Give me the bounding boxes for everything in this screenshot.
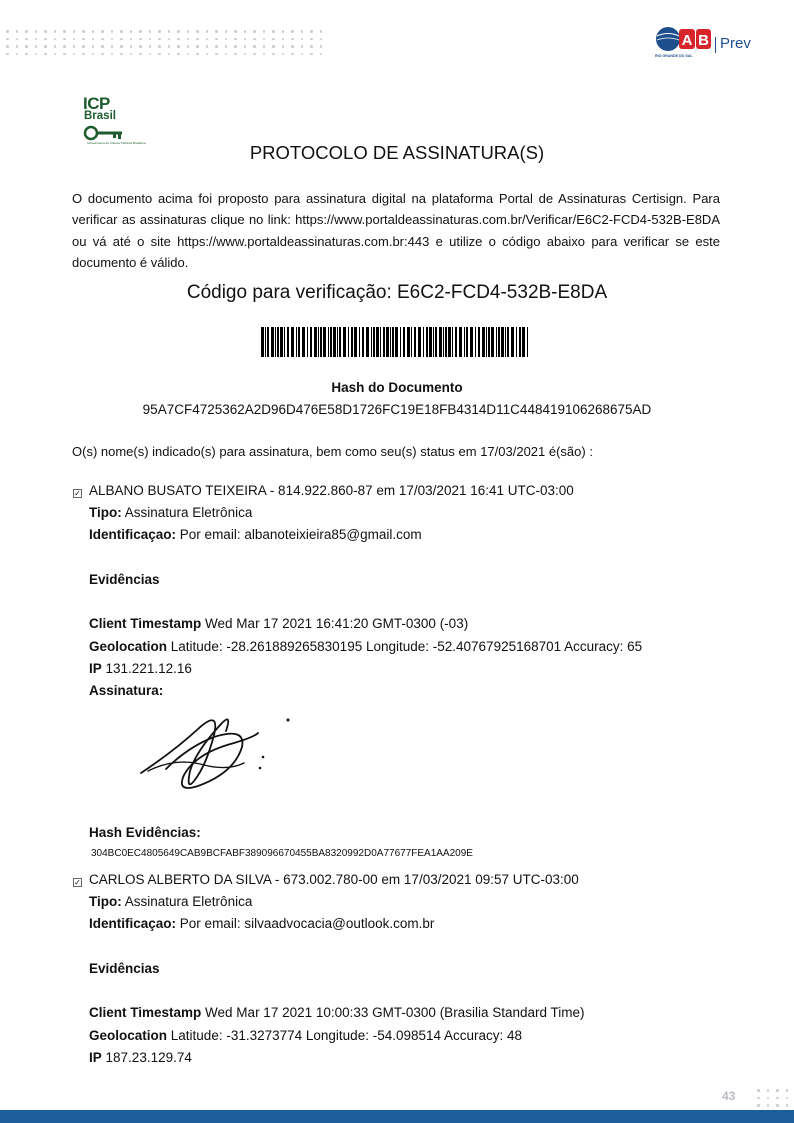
barcode-bar [307, 327, 308, 357]
barcode-bar [470, 327, 473, 357]
barcode-bar [275, 327, 276, 357]
barcode-bar [426, 327, 428, 357]
barcode [261, 327, 531, 357]
tipo-label: Tipo: [89, 894, 122, 909]
barcode-bar [337, 327, 338, 357]
barcode-bar [403, 327, 405, 357]
client-timestamp-label: Client Timestamp [89, 616, 202, 631]
barcode-bar [354, 327, 357, 357]
icp-logo-line2: Brasil [84, 110, 116, 122]
barcode-bar [351, 327, 353, 357]
document-hash-label: Hash do Documento [331, 380, 463, 395]
icp-brasil-logo [82, 94, 146, 148]
icp-logo-line1: ICP [83, 94, 110, 113]
barcode-bar [433, 327, 434, 357]
identificacao-value: Por email: silvaadvocacia@outlook.com.br [179, 916, 435, 931]
barcode-bar [287, 327, 289, 357]
barcode-bar [330, 327, 332, 357]
barcode-bar [291, 327, 294, 357]
brand-suffix: Prev [720, 35, 751, 52]
barcode-bar [519, 327, 521, 357]
barcode-bar [362, 327, 364, 357]
barcode-bar [418, 327, 421, 357]
ip-label: IP [89, 661, 102, 676]
barcode-bar [298, 327, 300, 357]
barcode-bar [448, 327, 451, 357]
barcode-bar [392, 327, 394, 357]
signers-status-line: O(s) nome(s) indicado(s) para assinatura, bem como seu(s) status em 17/03/2021 é(são) : [72, 444, 593, 459]
hash-evidencias-value: 304BC0EC4805649CAB9BCFABF389096670455BA8320992D0A77677FEA1AA209E [91, 848, 473, 859]
client-timestamp-value: Wed Mar 17 2021 16:41:20 GMT-0300 (-03) [205, 616, 469, 631]
barcode-bar [459, 327, 462, 357]
intro-paragraph: O documento acima foi proposto para assinatura digital na plataforma Portal de Assinaturas Certisign. Para verificar as assinaturas clique no link: https://www.portaldeassinaturas.com.br/Verificar/E6C2-FCD4-532B-E8DA ou vá até o site https://www.portaldeassinaturas.com.br:443 e utilize o código abaixo para verificar se este documento é válido. [72, 191, 720, 271]
tipo-value: Assinatura Eletrônica [124, 505, 253, 520]
barcode-bar [318, 327, 319, 357]
ip-address [89, 661, 192, 676]
barcode-bar [516, 327, 517, 357]
barcode-bar [261, 327, 264, 357]
barcode-bar [296, 327, 297, 357]
barcode-bar [366, 327, 369, 357]
barcode-bar [343, 327, 346, 357]
decorative-dots-top [6, 30, 322, 55]
signer-identification [89, 527, 422, 542]
barcode-bar [348, 327, 349, 357]
svg-text:B: B [698, 32, 709, 49]
barcode-bar [310, 327, 312, 357]
barcode-bar [527, 327, 528, 357]
tipo-label: Tipo: [89, 505, 122, 520]
identificacao-label: Identificaçao: [89, 916, 177, 931]
verification-code: Código para verificação: E6C2-FCD4-532B-E8DA [186, 282, 608, 303]
oab-prev-logo [653, 27, 773, 59]
barcode-bar [339, 327, 341, 357]
page-number: 43 [722, 1089, 736, 1103]
barcode-bar [271, 327, 274, 357]
client-timestamp-label: Client Timestamp [89, 1005, 202, 1020]
decorative-dots-bottom [757, 1089, 788, 1107]
barcode-bar [277, 327, 279, 357]
evidencias-heading: Evidências [89, 961, 160, 976]
barcode-bar [507, 327, 509, 357]
barcode-bar [386, 327, 389, 357]
barcode-bar [445, 327, 447, 357]
barcode-bar [359, 327, 360, 357]
ip-label: IP [89, 1050, 102, 1065]
geolocation [89, 1028, 522, 1043]
signer-header: CARLOS ALBERTO DA SILVA - 673.002.780-00 em 17/03/2021 09:57 UTC-03:00 [89, 872, 579, 887]
barcode-bar [429, 327, 432, 357]
barcode-bar [496, 327, 497, 357]
identificacao-value: Por email: albanoteixieira85@gmail.com [179, 527, 422, 542]
document-hash-value: 95A7CF4725362A2D96D476E58D1726FC19E18FB4314D11C448419106268675AD [142, 402, 652, 417]
geolocation-label: Geolocation [89, 639, 168, 654]
barcode-bar [267, 327, 269, 357]
barcode-bar [407, 327, 410, 357]
barcode-bar [400, 327, 401, 357]
barcode-bar [498, 327, 500, 357]
barcode-bar [522, 327, 525, 357]
barcode-bar [475, 327, 476, 357]
document-title: PROTOCOLO DE ASSINATURA(S) [249, 142, 545, 163]
barcode-bar [390, 327, 391, 357]
brand-subtitle: RIO GRANDE DO SUL [655, 54, 693, 58]
handwritten-signature [136, 711, 296, 797]
client-timestamp [89, 1005, 585, 1020]
identificacao-label: Identificaçao: [89, 527, 177, 542]
barcode-bar [478, 327, 480, 357]
signer-type [89, 505, 252, 520]
barcode-bar [452, 327, 453, 357]
barcode-bar [455, 327, 457, 357]
barcode-bar [414, 327, 416, 357]
key-icon [83, 125, 125, 141]
barcode-bar [443, 327, 444, 357]
evidencias-heading: Evidências [89, 572, 160, 587]
barcode-bar [482, 327, 485, 357]
barcode-bar [466, 327, 468, 357]
barcode-bar [380, 327, 381, 357]
barcode-bar [320, 327, 322, 357]
barcode-bar [284, 327, 285, 357]
hash-evidencias-label: Hash Evidências: [89, 825, 201, 840]
barcode-bar [265, 327, 266, 357]
barcode-bar [395, 327, 398, 357]
barcode-bar [328, 327, 329, 357]
ip-value: 131.221.12.16 [105, 661, 192, 676]
barcode-bar [323, 327, 326, 357]
barcode-bar [373, 327, 375, 357]
barcode-bar [505, 327, 506, 357]
barcode-bar [302, 327, 305, 357]
barcode-bar [333, 327, 336, 357]
barcode-bar [411, 327, 412, 357]
barcode-bar [435, 327, 437, 357]
barcode-bar [314, 327, 317, 357]
ip-address [89, 1050, 192, 1065]
barcode-bar [371, 327, 372, 357]
logo-separator [715, 37, 716, 53]
signer-identification [89, 916, 434, 931]
footer-bar [0, 1110, 794, 1123]
barcode-bar [376, 327, 379, 357]
tipo-value: Assinatura Eletrônica [124, 894, 253, 909]
client-timestamp [89, 616, 468, 631]
geolocation-value: Latitude: -28.261889265830195 Longitude: -52.40767925168701 Accuracy: 65 [170, 639, 643, 654]
svg-text:A: A [681, 32, 693, 49]
client-timestamp-value: Wed Mar 17 2021 10:00:33 GMT-0300 (Brasilia Standard Time) [205, 1005, 585, 1020]
barcode-bar [423, 327, 424, 357]
signer-checkbox-icon: ✓ [74, 878, 81, 887]
barcode-bar [486, 327, 487, 357]
barcode-bar [280, 327, 283, 357]
barcode-bar [439, 327, 442, 357]
signer-header: ALBANO BUSATO TEIXEIRA - 814.922.860-87 em 17/03/2021 16:41 UTC-03:00 [89, 483, 574, 498]
barcode-bar [501, 327, 504, 357]
geolocation-label: Geolocation [89, 1028, 168, 1043]
barcode-bar [488, 327, 490, 357]
geolocation [89, 639, 642, 654]
assinatura-label: Assinatura: [89, 683, 164, 698]
geolocation-value: Latitude: -31.3273774 Longitude: -54.098514 Accuracy: 48 [170, 1028, 523, 1043]
signer-type [89, 894, 252, 909]
barcode-bar [511, 327, 514, 357]
oab-logo-icon [653, 27, 713, 53]
icp-logo-tagline: Infraestrutura de Chaves Públicas Brasileira [87, 141, 146, 145]
barcode-bar [491, 327, 494, 357]
barcode-bar [383, 327, 385, 357]
barcode-bar [464, 327, 465, 357]
signer-checkbox-icon: ✓ [74, 489, 81, 498]
ip-value: 187.23.129.74 [105, 1050, 192, 1065]
